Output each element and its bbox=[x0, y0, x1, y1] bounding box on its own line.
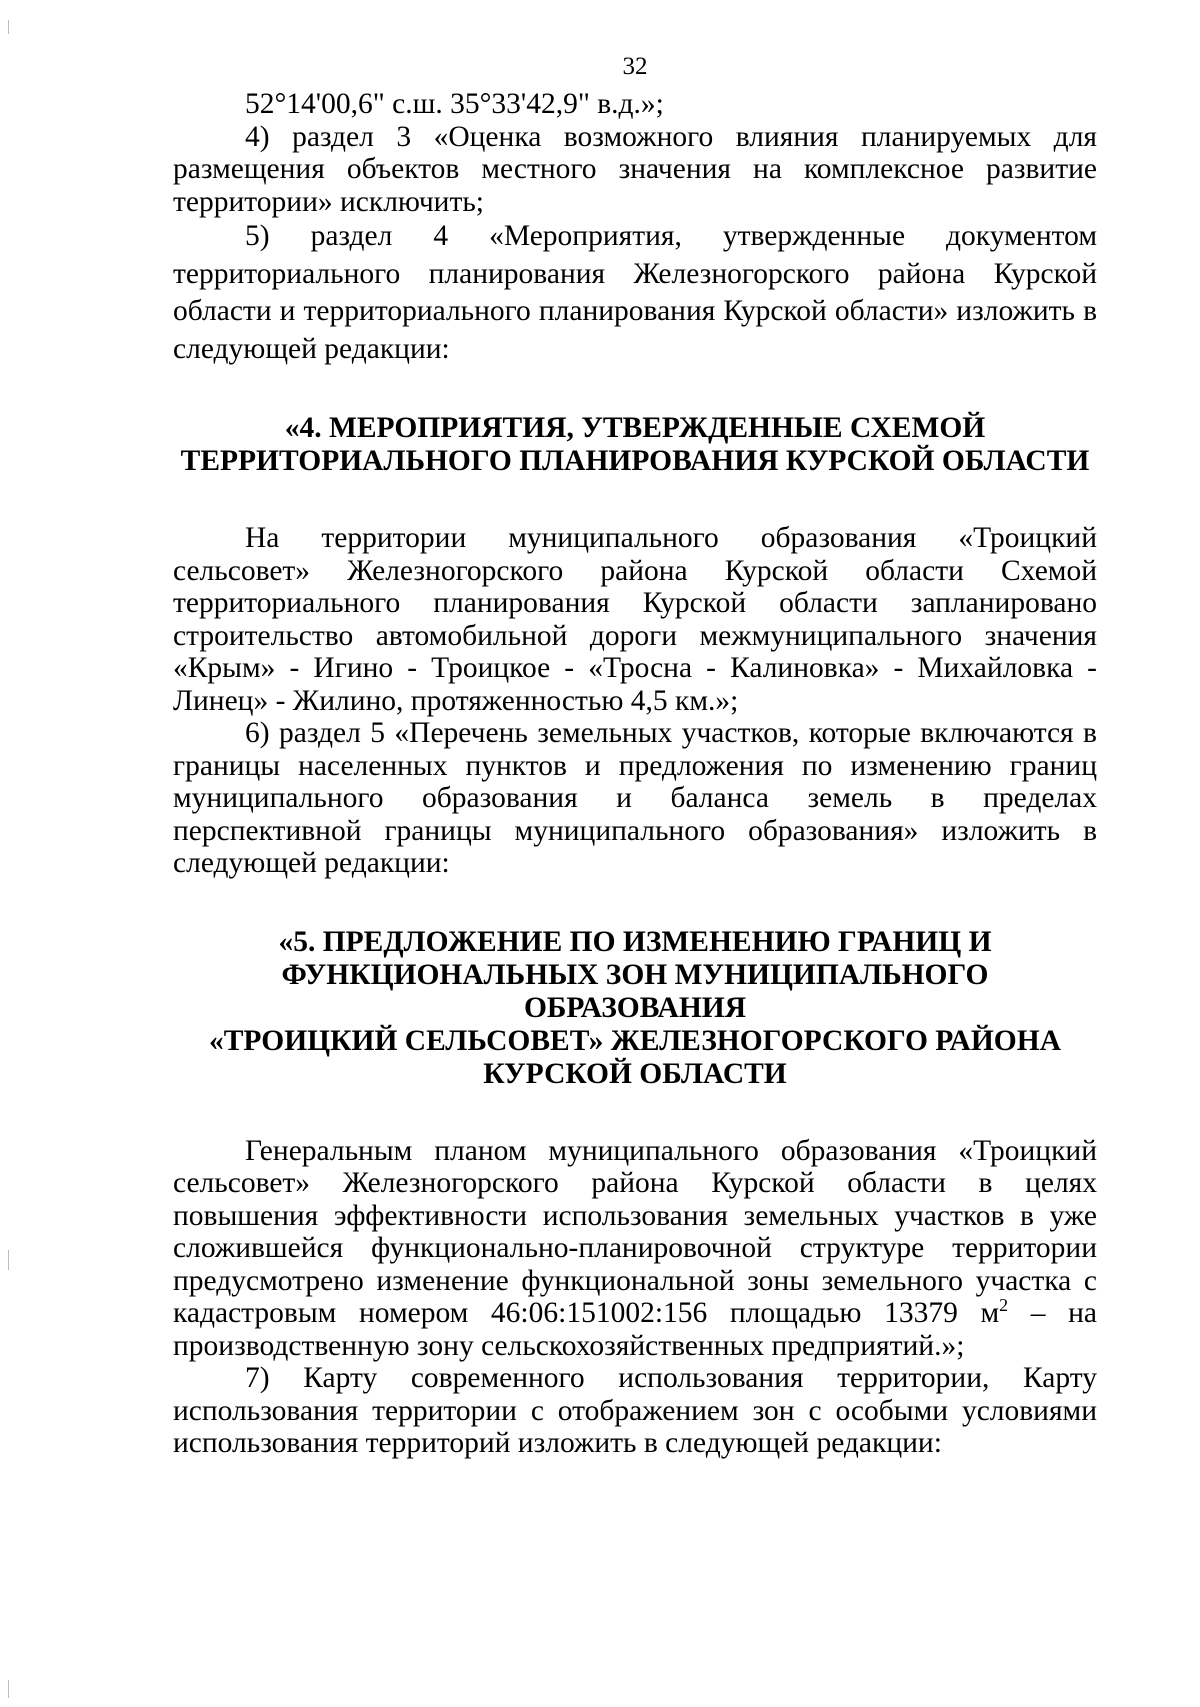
coordinates-line: 52°14'00,6" с.ш. 35°33'42,9" в.д.»; bbox=[245, 88, 664, 120]
section-5-heading-line-4: КУРСКОЙ ОБЛАСТИ bbox=[483, 1057, 787, 1090]
scan-edge-mark-top bbox=[8, 20, 9, 34]
section-5-heading bbox=[173, 926, 1097, 1091]
section-5-heading-line-3: «ТРОИЦКИЙ СЕЛЬСОВЕТ» ЖЕЛЕЗНОГОРСКОГО РАЙОНА bbox=[209, 1024, 1061, 1057]
section-5-body-text-end: – на производственную зону сельскохозяйственных предприятий.»; bbox=[173, 1297, 1097, 1362]
section-5-body bbox=[173, 1135, 1097, 1363]
item-4-paragraph: 4) раздел 3 «Оценка возможного влияния планируемых для размещения объектов местного значения на комплексное развитие территории» исключить; bbox=[173, 120, 1097, 218]
scan-edge-mark-middle bbox=[8, 1250, 9, 1270]
section-5-heading-line-1: «5. ПРЕДЛОЖЕНИЕ ПО ИЗМЕНЕНИЮ ГРАНИЦ И bbox=[278, 925, 992, 958]
page-number: 32 bbox=[622, 53, 648, 80]
section-4-heading-line-1: «4. МЕРОПРИЯТИЯ, УТВЕРЖДЕННЫЕ СХЕМОЙ bbox=[284, 412, 986, 444]
scan-edge-mark-bottom bbox=[8, 1680, 9, 1698]
item-5-paragraph: 5) раздел 4 «Мероприятия, утвержденные документом территориального планирования Железногорского района Курской области и территориального планирования Курской области» изложить в следующей редакции: bbox=[173, 220, 1097, 365]
section-5-heading-line-2: ФУНКЦИОНАЛЬНЫХ ЗОН МУНИЦИПАЛЬНОГО ОБРАЗОВАНИЯ bbox=[281, 958, 989, 1024]
section-4-heading bbox=[173, 412, 1097, 478]
section-5-body-text: Генеральным планом муниципального образования «Троицкий сельсовет» Железногорского района Курской области в целях повышения эффективности использования земельных участков в уже сложившейся функционально-планировочной структуре территории предусмотрено изменение функциональной зоны земельного участка с кадастровым номером 46:06:151002:156 площадью 13379 м bbox=[173, 1134, 1097, 1329]
area-unit-superscript: 2 bbox=[999, 1295, 1009, 1316]
section-4-body: На территории муниципального образования «Троицкий сельсовет» Железногорского района Курской области Схемой территориального планирования Курской области запланировано строительство автомобильной дороги межмуниципального значения «Крым» - Игино - Троицкое - «Тросна - Калиновка» - Михайловка - Линец» - Жилино, протяженностью 4,5 км.»; bbox=[173, 522, 1097, 717]
section-4-heading-line-2: ТЕРРИТОРИАЛЬНОГО ПЛАНИРОВАНИЯ КУРСКОЙ ОБЛАСТИ bbox=[180, 445, 1090, 477]
document-page bbox=[173, 52, 1097, 1460]
item-6-paragraph: 6) раздел 5 «Перечень земельных участков, которые включаются в границы населенных пунктов и предложения по изменению границ муниципального образования и баланса земель в пределах перспективной границы муниципального образования» изложить в следующей редакции: bbox=[173, 717, 1097, 879]
item-7-paragraph: 7) Карту современного использования территории, Карту использования территории с отображением зон с особыми условиями использования территорий изложить в следующей редакции: bbox=[173, 1362, 1097, 1459]
